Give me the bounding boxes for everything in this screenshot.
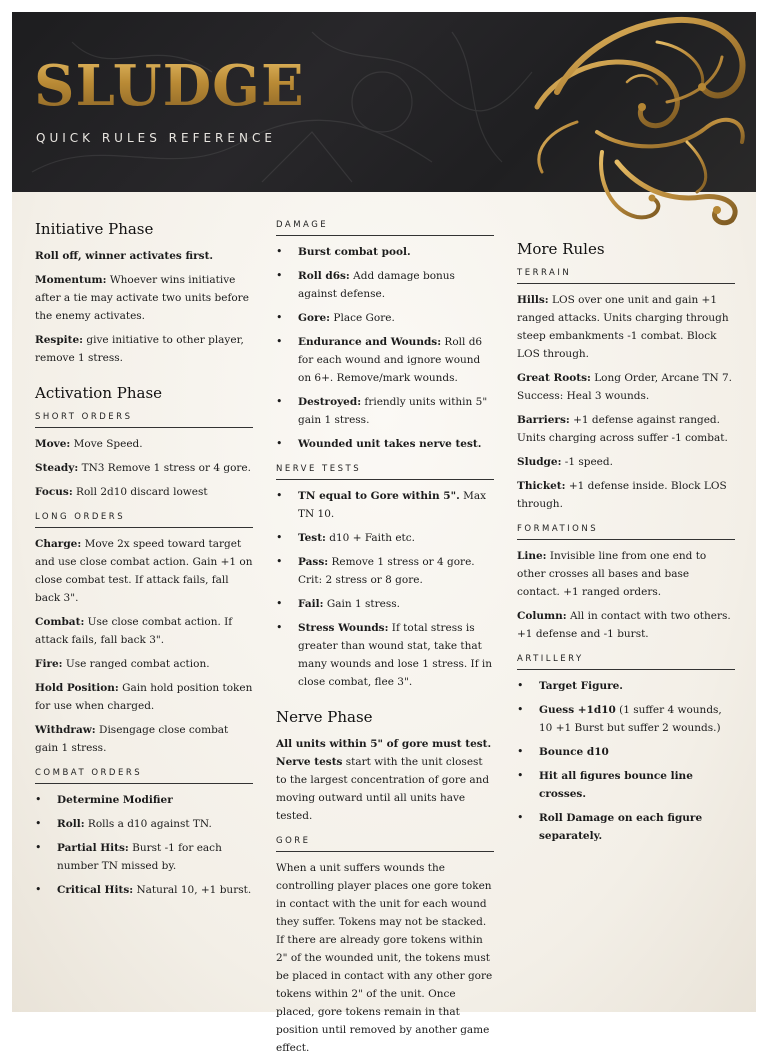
long-order-fire: Fire: Use ranged combat action. [35,658,210,670]
formation-line: Line: Invisible line from one end to other crosses all bases and base contact. +1 ranged orders. [517,550,707,598]
short-order-focus: Focus: Roll 2d10 discard lowest [35,486,208,498]
page-subtitle: QUICK RULES REFERENCE [36,131,276,145]
list-item: • Burst combat pool. [276,243,494,261]
list-item: • Bounce d10 [517,743,735,761]
list-item: • Destroyed: friendly units within 5" gain 1 stress. [276,393,494,429]
momentum-rule: Momentum: Whoever wins initiative after a tie may activate two units before the enemy activates. [35,274,249,322]
list-item: • Roll: Rolls a d10 against TN. [35,815,253,833]
ornamental-flourish [517,12,756,227]
long-order-charge: Charge: Move 2x speed toward target and use close combat action. Gain +1 on close combat test. If attack fails, fall back 3". [35,538,253,604]
terrain-heading: TERRAIN [517,267,735,284]
list-item: • Critical Hits: Natural 10, +1 burst. [35,881,253,899]
nerve-tests-heading: NERVE TESTS [276,463,494,480]
formations-heading: FORMATIONS [517,523,735,540]
list-item: • Wounded unit takes nerve test. [276,435,494,453]
artillery-list [517,677,735,845]
short-orders-heading: SHORT ORDERS [35,411,253,428]
artillery-heading: ARTILLERY [517,653,735,670]
list-item: • Determine Modifier [35,791,253,809]
column-left [35,219,253,905]
gore-rule: When a unit suffers wounds the controlling player places one gore token in contact with the unit for each wound they suffer. Tokens may not be stacked. If there are already gore tokens within 2" of the wounded unit, the tokens must be placed in contact with any other gore tokens within 2" of the unit. Once placed, gore tokens remain in that position until removed by another game effect. [276,862,493,1054]
activation-phase-heading: Activation Phase [35,384,163,402]
combat-orders-list [35,791,253,899]
column-middle [276,219,494,1063]
nerve-tests-list [276,487,494,691]
more-rules-heading: More Rules [517,240,605,258]
initiative-phase-heading: Initiative Phase [35,220,154,238]
terrain-thicket: Thicket: +1 defense inside. Block LOS through. [517,480,727,510]
long-order-combat: Combat: Use close combat action. If attack fails, fall back 3". [35,616,233,646]
long-orders-heading: LONG ORDERS [35,511,253,528]
nerve-phase-heading: Nerve Phase [276,708,373,726]
list-item: • Guess +1d10 (1 suffer 4 wounds, 10 +1 Burst but suffer 2 wounds.) [517,701,735,737]
long-order-withdraw: Withdraw: Disengage close combat gain 1 stress. [35,724,229,754]
list-item: • Endurance and Wounds: Roll d6 for each wound and ignore wound on 6+. Remove/mark wounds. [276,333,494,387]
list-item: • Test: d10 + Faith etc. [276,529,494,547]
short-order-move: Move: Move Speed. [35,438,143,450]
list-item: • Target Figure. [517,677,735,695]
terrain-sludge: Sludge: -1 speed. [517,456,613,468]
rules-page [12,12,756,1054]
gore-heading: GORE [276,835,494,852]
list-item: • Fail: Gain 1 stress. [276,595,494,613]
list-item: • Roll Damage on each figure separately. [517,809,735,845]
column-right [517,219,735,851]
respite-rule: Respite: give initiative to other player, remove 1 stress. [35,334,244,364]
list-item: • Roll d6s: Add damage bonus against defense. [276,267,494,303]
page-title: SLUDGE [34,53,305,119]
terrain-barriers: Barriers: +1 defense against ranged. Units charging across suffer -1 combat. [517,414,728,444]
short-order-steady: Steady: TN3 Remove 1 stress or 4 gore. [35,462,251,474]
combat-orders-heading: COMBAT ORDERS [35,767,253,784]
roll-off-rule: Roll off, winner activates first. [35,250,214,262]
damage-heading: DAMAGE [276,219,494,236]
list-item: • Partial Hits: Burst -1 for each number TN missed by. [35,839,253,875]
formation-column: Column: All in contact with two others. +1 defense and -1 burst. [517,610,731,640]
list-item: • Hit all figures bounce line crosses. [517,767,735,803]
damage-list [276,243,494,453]
long-order-hold-position: Hold Position: Gain hold position token for use when charged. [35,682,253,712]
list-item: • Stress Wounds: If total stress is greater than wound stat, take that many wounds and lose 1 stress. If in close combat, flee 3". [276,619,494,691]
list-item: • TN equal to Gore within 5". Max TN 10. [276,487,494,523]
list-item: • Gore: Place Gore. [276,309,494,327]
terrain-great-roots: Great Roots: Long Order, Arcane TN 7. Success: Heal 3 wounds. [517,372,733,402]
list-item: • Pass: Remove 1 stress or 4 gore. Crit: 2 stress or 8 gore. [276,553,494,589]
nerve-phase-rule: All units within 5" of gore must test. Nerve tests start with the unit closest to the largest concentration of gore and moving outward until all units have tested. [276,738,492,822]
terrain-hills: Hills: LOS over one unit and gain +1 ranged attacks. Units charging through steep embankments -1 combat. Block LOS through. [517,294,729,360]
